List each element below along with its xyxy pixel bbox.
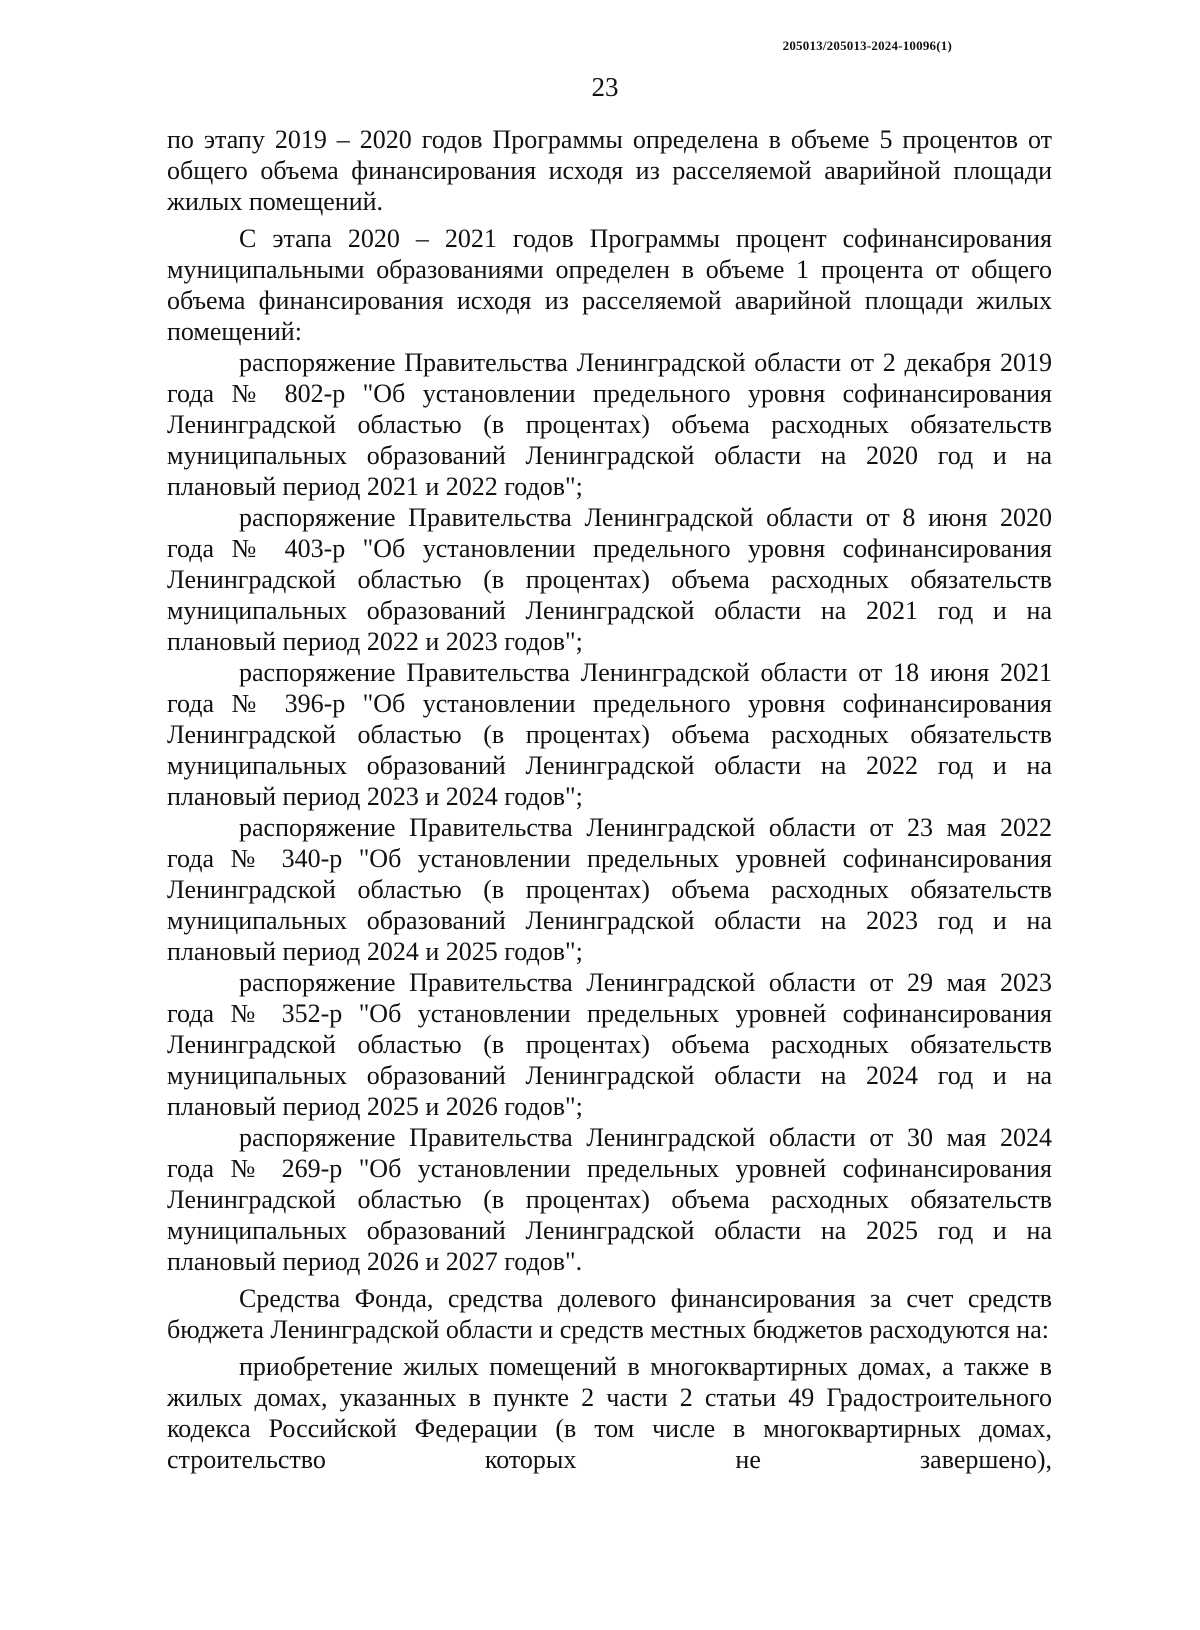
paragraph-order-2024: распоряжение Правительства Ленинградской области от 30 мая 2024 года № 269-р "Об установлении предельных уровней софинансирования Ленинградской областью (в процентах) объема расходных обязательств муниципальных образований Ленинградской области на 2025 год и на плановый период 2026 и 2027 годов". (167, 1123, 1052, 1276)
page-number: 23 (591, 72, 619, 102)
paragraph-order-2021: распоряжение Правительства Ленинградской области от 18 июня 2021 года № 396-р "Об установлении предельного уровня софинансирования Ленинградской областью (в процентах) объема расходных обязательств муниципальных образований Ленинградской области на 2022 год и на плановый период 2023 и 2024 годов"; (167, 658, 1052, 811)
document-body (167, 124, 1052, 1475)
paragraph-continuation: по этапу 2019 – 2020 годов Программы определена в объеме 5 процентов от общего объема финансирования исходя из расселяемой аварийной площади жилых помещений. (167, 125, 1052, 216)
paragraph-order-2020: распоряжение Правительства Ленинградской области от 8 июня 2020 года № 403-р "Об установлении предельного уровня софинансирования Ленинградской областью (в процентах) объема расходных обязательств муниципальных образований Ленинградской области на 2021 год и на плановый период 2022 и 2023 годов"; (167, 503, 1052, 656)
paragraph-order-2023: распоряжение Правительства Ленинградской области от 29 мая 2023 года № 352-р "Об установлении предельных уровней софинансирования Ленинградской областью (в процентах) объема расходных обязательств муниципальных образований Ленинградской области на 2024 год и на плановый период 2025 и 2026 годов"; (167, 968, 1052, 1121)
paragraph-housing-acquisition: приобретение жилых помещений в многоквартирных домах, а также в жилых домах, указанных в пункте 2 части 2 статьи 49 Градостроительного кодекса Российской Федерации (в том числе в многоквартирных домах, строительство которых не завершено), (167, 1352, 1052, 1474)
paragraph-funds-usage: Средства Фонда, средства долевого финансирования за счет средств бюджета Ленинградской области и средств местных бюджетов расходуются на: (167, 1284, 1052, 1344)
paragraph-order-2022: распоряжение Правительства Ленинградской области от 23 мая 2022 года № 340-р "Об установлении предельных уровней софинансирования Ленинградской областью (в процентах) объема расходных обязательств муниципальных образований Ленинградской области на 2023 год и на плановый период 2024 и 2025 годов"; (167, 813, 1052, 966)
paragraph-order-2019: распоряжение Правительства Ленинградской области от 2 декабря 2019 года № 802-р "Об установлении предельного уровня софинансирования Ленинградской областью (в процентах) объема расходных обязательств муниципальных образований Ленинградской области на 2020 год и на плановый период 2021 и 2022 годов"; (167, 348, 1052, 501)
document-registration-number: 205013/205013-2024-10096(1) (782, 38, 952, 53)
paragraph-cofinancing-percent: С этапа 2020 – 2021 годов Программы процент софинансирования муниципальными образованиями определен в объеме 1 процента от общего объема финансирования исходя из расселяемой аварийной площади жилых помещений: (167, 224, 1052, 346)
